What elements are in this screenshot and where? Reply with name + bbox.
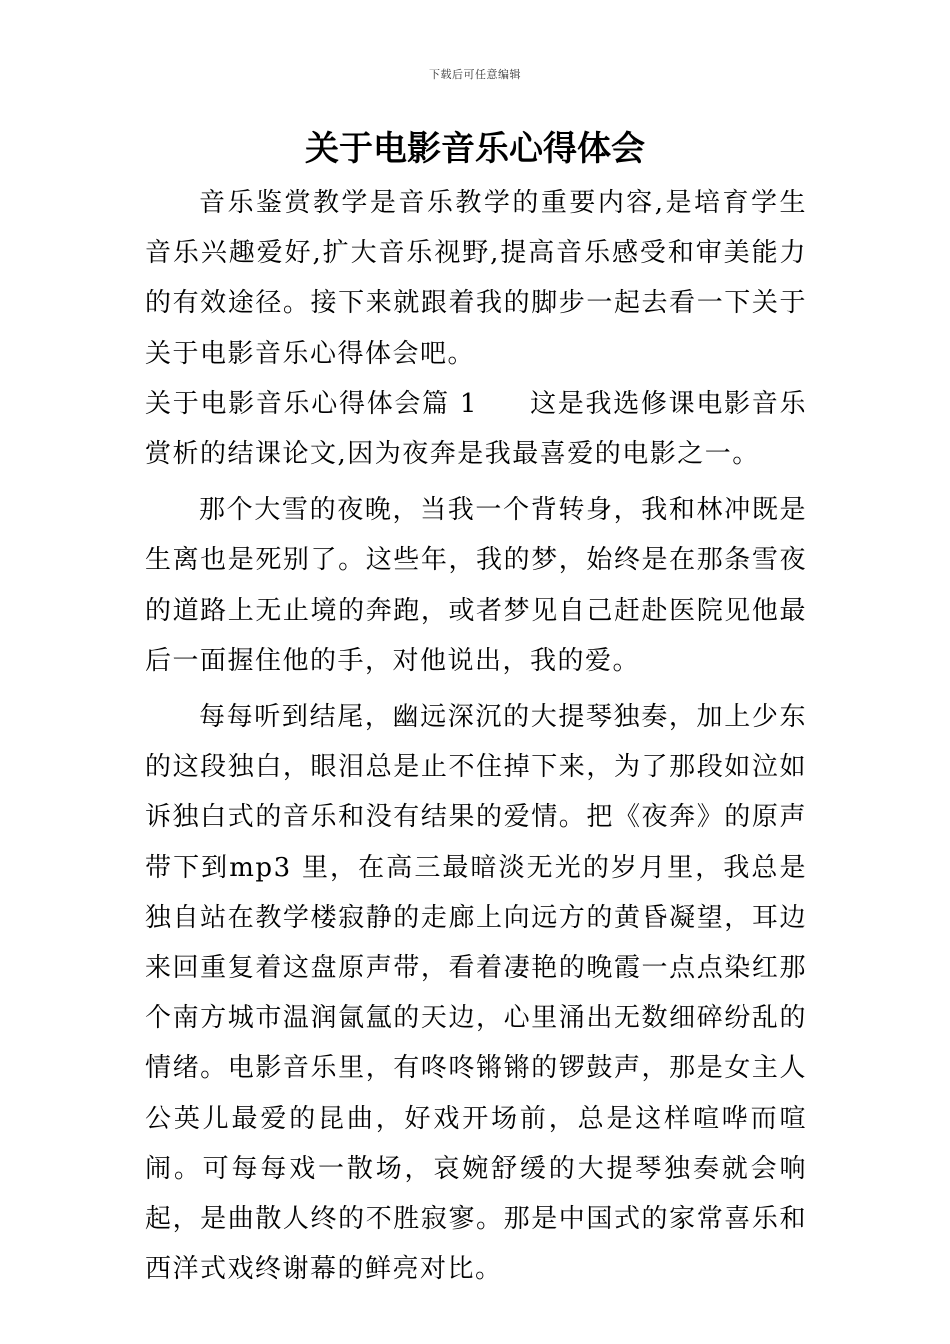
document-body: [145, 178, 807, 1294]
section-lead: 这是我选修课电影音乐赏析的结课论文,因为夜奔是我最喜爱的电影之一。: [145, 388, 807, 470]
document-title: 关于电影音乐心得体会: [305, 129, 645, 169]
section-heading: 关于电影音乐心得体会篇 1: [145, 388, 478, 419]
section-paragraph: [145, 379, 807, 479]
header-note: 下载后可任意编辑: [429, 68, 521, 81]
intro-paragraph: 音乐鉴赏教学是音乐教学的重要内容,是培育学生音乐兴趣爱好,扩大音乐视野,提高音乐感受和审美能力的有效途径。接下来就跟着我的脚步一起去看一下关于关于电影音乐心得体会吧。: [145, 188, 807, 369]
body-paragraph: 那个大雪的夜晚，当我一个背转身，我和林冲既是生离也是死别了。这些年，我的梦，始终是在那条雪夜的道路上无止境的奔跑，或者梦见自己赶赴医院见他最后一面握住他的手，对他说出，我的爱。: [145, 495, 807, 676]
body-paragraph: 每每听到结尾，幽远深沉的大提琴独奏，加上少东的这段独白，眼泪总是止不住掉下来，为了那段如泣如诉独白式的音乐和没有结果的爱情。把《夜奔》的原声带下到mp3 里，在高三最暗淡无光的岁月里，我总是独自站在教学楼寂静的走廊上向远方的黄昏凝望，耳边来回重复着这盘原声带，看着凄艳的晚霞一点点染红那个南方城市温润氤氲的天边，心里涌出无数细碎纷乱的情绪。电影音乐里，有咚咚锵锵的锣鼓声，那是女主人公英儿最爱的昆曲，好戏开场前，总是这样喧哗而喧闹。可每每戏一散场，哀婉舒缓的大提琴独奏就会响起，是曲散人终的不胜寂寥。那是中国式的家常喜乐和西洋式戏终谢幕的鲜亮对比。: [145, 702, 807, 1285]
